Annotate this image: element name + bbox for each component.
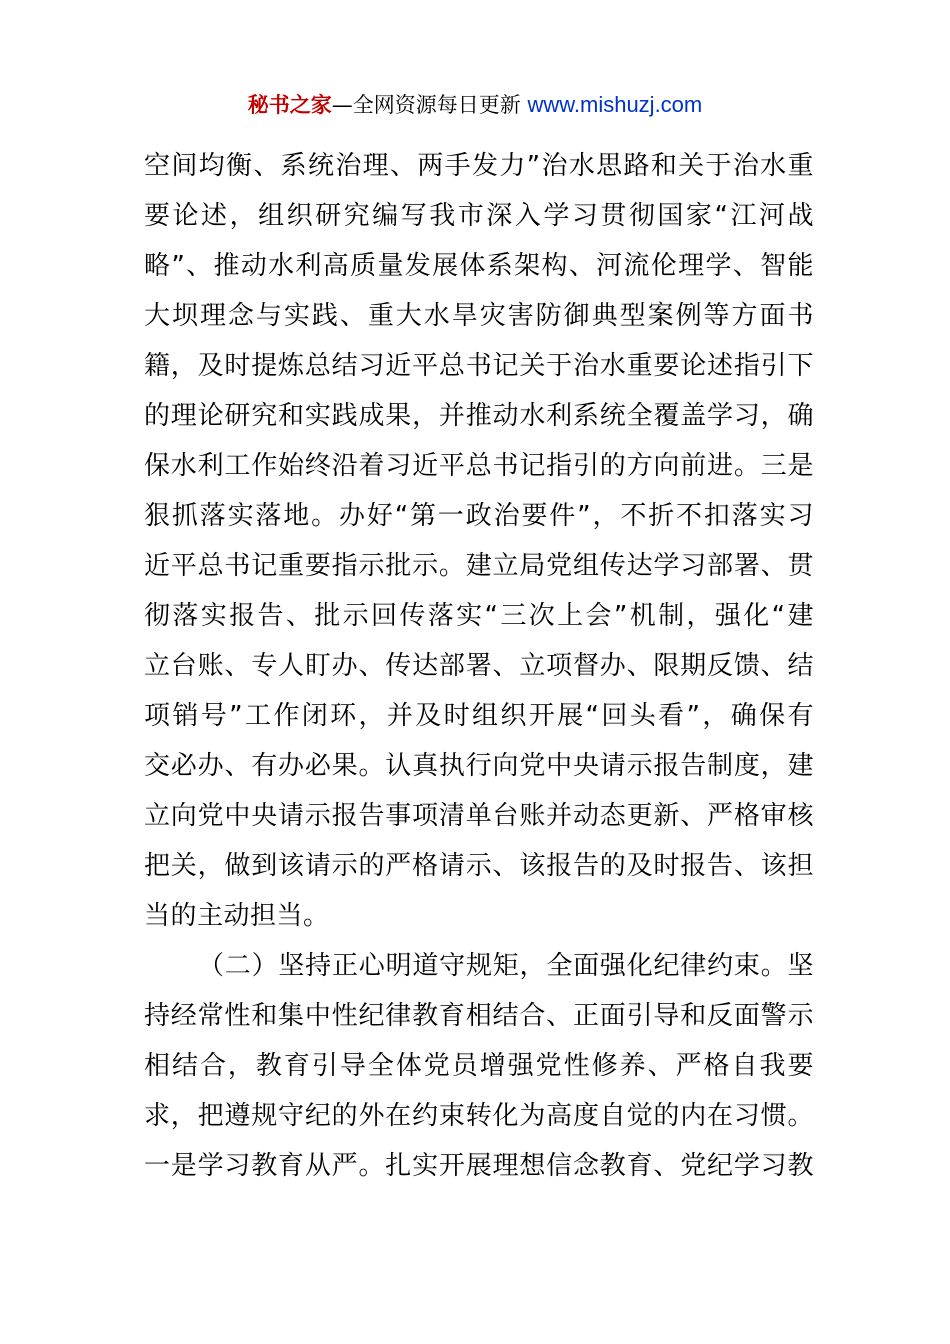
text-line: 求，把遵规守纪的外在约束转化为高度自觉的内在习惯。 xyxy=(144,1101,814,1131)
site-url-link[interactable]: www.mishuzj.com xyxy=(527,92,703,117)
site-tagline: —全网资源每日更新 xyxy=(331,93,528,117)
text-line: 籍，及时提炼总结习近平总书记关于治水重要论述指引下 xyxy=(144,351,814,381)
document-body xyxy=(144,141,814,1191)
text-line: （二）坚持正心明道守规矩，全面强化纪律约束。坚 xyxy=(198,951,814,981)
text-line: 立台账、专人盯办、传达部署、立项督办、限期反馈、结 xyxy=(144,651,814,681)
text-line: 把关，做到该请示的严格请示、该报告的及时报告、该担 xyxy=(144,851,814,881)
site-header xyxy=(0,88,950,122)
text-line: 大坝理念与实践、重大水旱灾害防御典型案例等方面书 xyxy=(144,301,814,331)
text-line: 的理论研究和实践成果，并推动水利系统全覆盖学习，确 xyxy=(144,401,814,431)
text-line: 项销号”工作闭环，并及时组织开展“回头看”，确保有 xyxy=(144,701,814,731)
text-line: 狠抓落实落地。办好“第一政治要件”，不折不扣落实习 xyxy=(144,501,814,531)
text-line: 一是学习教育从严。扎实开展理想信念教育、党纪学习教 xyxy=(144,1151,814,1181)
text-line: 持经常性和集中性纪律教育相结合、正面引导和反面警示 xyxy=(144,1001,814,1031)
text-line: 当的主动担当。 xyxy=(144,901,330,931)
site-brand: 秘书之家 xyxy=(247,93,332,117)
paragraph-2 xyxy=(144,941,814,1191)
text-line: 近平总书记重要指示批示。建立局党组传达学习部署、贯 xyxy=(144,551,814,581)
text-line: 交必办、有办必果。认真执行向党中央请示报告制度，建 xyxy=(144,751,814,781)
text-line: 空间均衡、系统治理、两手发力”治水思路和关于治水重 xyxy=(144,151,814,181)
text-line: 彻落实报告、批示回传落实“三次上会”机制，强化“建 xyxy=(144,601,814,631)
text-line: 保水利工作始终沿着习近平总书记指引的方向前进。三是 xyxy=(144,451,814,481)
text-line: 略”、推动水利高质量发展体系架构、河流伦理学、智能 xyxy=(144,251,814,281)
text-line: 立向党中央请示报告事项清单台账并动态更新、严格审核 xyxy=(144,801,814,831)
text-line: 相结合，教育引导全体党员增强党性修养、严格自我要 xyxy=(144,1051,814,1081)
text-line: 要论述，组织研究编写我市深入学习贯彻国家“江河战 xyxy=(144,201,814,231)
paragraph-1 xyxy=(144,141,814,941)
